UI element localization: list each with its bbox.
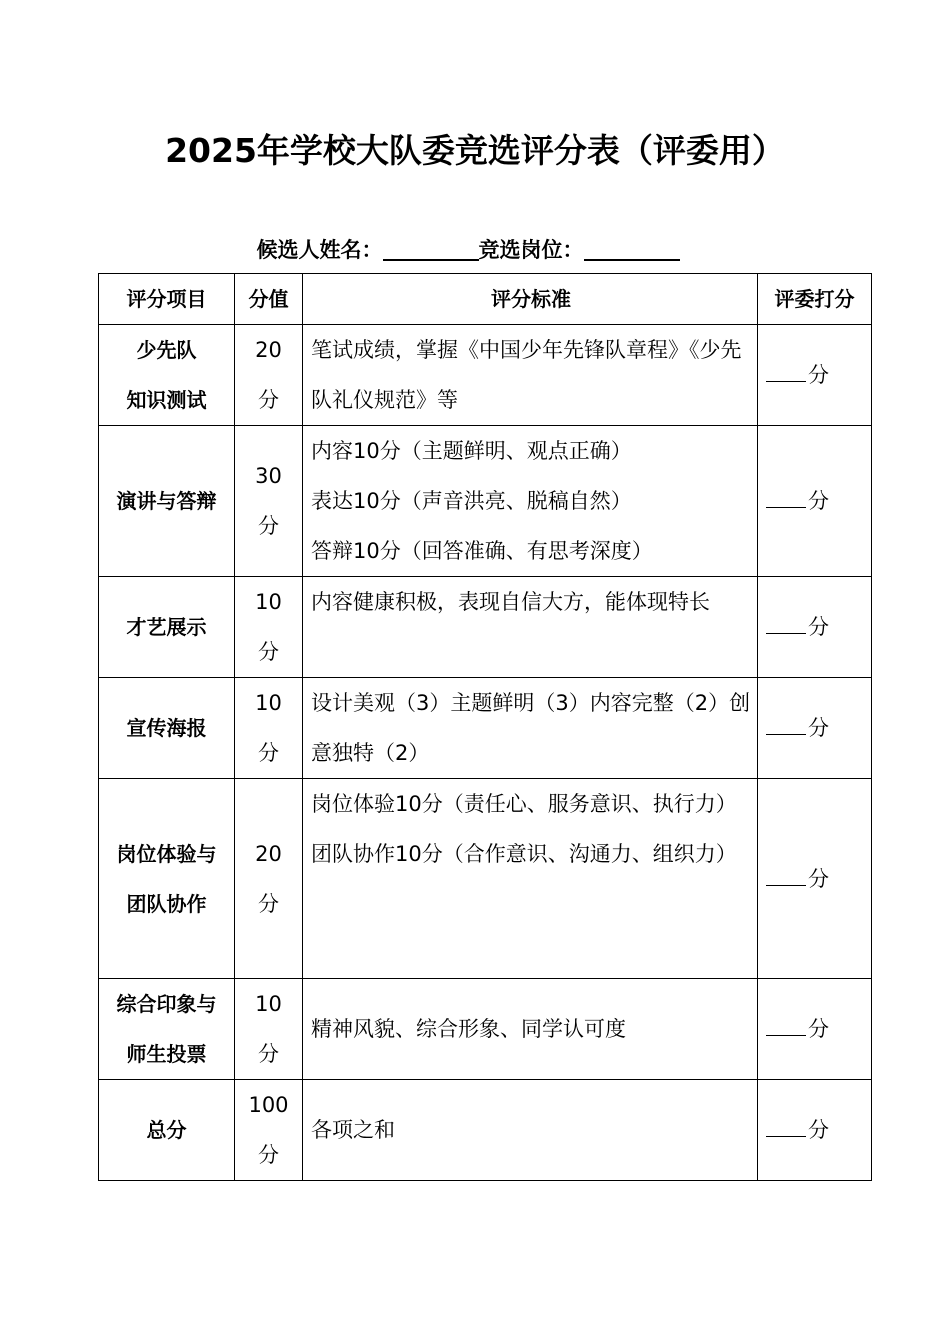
- judge-score-blank[interactable]: [766, 361, 806, 382]
- score-table: [98, 273, 872, 1181]
- item-line: 知识测试: [126, 388, 207, 412]
- score-unit: 分: [258, 388, 279, 412]
- judge-score-blank[interactable]: [766, 487, 806, 508]
- judge-score-unit: 分: [808, 615, 829, 639]
- document-title: 2025年学校大队委竞选评分表（评委用）: [165, 131, 785, 170]
- judge-score-blank[interactable]: [766, 613, 806, 634]
- criteria-text: 笔试成绩，掌握《中国少年先锋队章程》《少先队礼仪规范》等: [311, 338, 742, 412]
- header-item: 评分项目: [99, 274, 235, 325]
- criteria-cell: [303, 779, 758, 979]
- criteria-cell: [303, 678, 758, 779]
- judge-score-cell[interactable]: [758, 1080, 872, 1181]
- table-row: [99, 678, 872, 779]
- criteria-text: 表达10分（声音洪亮、脱稿自然）: [311, 489, 632, 513]
- score-cell: [235, 1080, 303, 1181]
- candidate-name-label: 候选人姓名：: [256, 238, 383, 262]
- position-blank[interactable]: [584, 237, 680, 261]
- item-cell: [99, 779, 235, 979]
- table-row: [99, 426, 872, 577]
- item-line: 总分: [146, 1118, 187, 1142]
- score-value: 30: [255, 464, 282, 488]
- criteria-text: 设计美观（3）主题鲜明（3）内容完整（2）创意独特（2）: [311, 691, 751, 765]
- score-value: 20: [255, 841, 282, 866]
- judge-score-cell[interactable]: [758, 325, 872, 426]
- table-header-row: [99, 274, 872, 325]
- criteria-text: 团队协作10分（合作意识、沟通力、组织力）: [311, 842, 737, 866]
- item-cell: [99, 678, 235, 779]
- judge-score-unit: 分: [808, 363, 829, 387]
- criteria-cell: [303, 577, 758, 678]
- judge-score-unit: 分: [808, 1118, 829, 1142]
- judge-score-unit: 分: [808, 1017, 829, 1041]
- criteria-text: 精神风貌、综合形象、同学认可度: [311, 1017, 626, 1041]
- table-row: [99, 979, 872, 1080]
- score-unit: 分: [258, 514, 279, 538]
- judge-score-cell[interactable]: [758, 979, 872, 1080]
- table-row: [99, 325, 872, 426]
- candidate-name-blank[interactable]: [383, 237, 479, 261]
- judge-score-cell[interactable]: [758, 426, 872, 577]
- judge-score-unit: 分: [808, 716, 829, 740]
- score-cell: [235, 426, 303, 577]
- score-unit: 分: [258, 1042, 279, 1066]
- score-cell: [235, 325, 303, 426]
- score-unit: 分: [258, 741, 279, 765]
- item-cell: [99, 577, 235, 678]
- item-line: 师生投票: [126, 1042, 207, 1066]
- judge-score-unit: 分: [808, 866, 829, 891]
- judge-score-blank[interactable]: [766, 865, 806, 886]
- score-value: 10: [255, 590, 282, 614]
- item-line: 团队协作: [126, 891, 207, 916]
- judge-score-unit: 分: [808, 489, 829, 513]
- header-criteria: 评分标准: [303, 274, 758, 325]
- criteria-text: 答辩10分（回答准确、有思考深度）: [311, 539, 653, 563]
- judge-score-cell[interactable]: [758, 577, 872, 678]
- score-value: 100: [248, 1093, 289, 1117]
- table-row: [99, 779, 872, 979]
- candidate-info-line: [0, 234, 936, 266]
- item-line: 演讲与答辩: [116, 489, 217, 513]
- criteria-text: 内容健康积极，表现自信大方，能体现特长: [311, 590, 710, 614]
- score-cell: [235, 979, 303, 1080]
- criteria-cell: [303, 1080, 758, 1181]
- item-line: 宣传海报: [126, 716, 207, 740]
- table-row: [99, 1080, 872, 1181]
- score-value: 10: [255, 992, 282, 1016]
- item-cell: [99, 1080, 235, 1181]
- judge-score-blank[interactable]: [766, 1116, 806, 1137]
- criteria-cell: [303, 426, 758, 577]
- score-value: 10: [255, 691, 282, 715]
- position-label: 竞选岗位：: [478, 238, 584, 262]
- score-unit: 分: [258, 1143, 279, 1167]
- judge-score-cell[interactable]: [758, 678, 872, 779]
- item-cell: [99, 325, 235, 426]
- score-value: 20: [255, 338, 282, 362]
- judge-score-blank[interactable]: [766, 714, 806, 735]
- criteria-text: 内容10分（主题鲜明、观点正确）: [311, 439, 632, 463]
- score-unit: 分: [258, 640, 279, 664]
- item-cell: [99, 426, 235, 577]
- score-cell: [235, 779, 303, 979]
- item-line: 才艺展示: [126, 615, 207, 639]
- criteria-cell: [303, 325, 758, 426]
- score-cell: [235, 577, 303, 678]
- score-unit: 分: [258, 891, 279, 916]
- table-row: [99, 577, 872, 678]
- item-cell: [99, 979, 235, 1080]
- score-cell: [235, 678, 303, 779]
- item-line: 少先队: [136, 338, 197, 362]
- criteria-text: 各项之和: [311, 1118, 395, 1142]
- item-line: 岗位体验与: [116, 841, 217, 866]
- criteria-cell: [303, 979, 758, 1080]
- item-line: 综合印象与: [116, 992, 217, 1016]
- criteria-text: 岗位体验10分（责任心、服务意识、执行力）: [311, 792, 737, 816]
- header-judge: 评委打分: [758, 274, 872, 325]
- judge-score-blank[interactable]: [766, 1015, 806, 1036]
- header-score: 分值: [235, 274, 303, 325]
- judge-score-cell[interactable]: [758, 779, 872, 979]
